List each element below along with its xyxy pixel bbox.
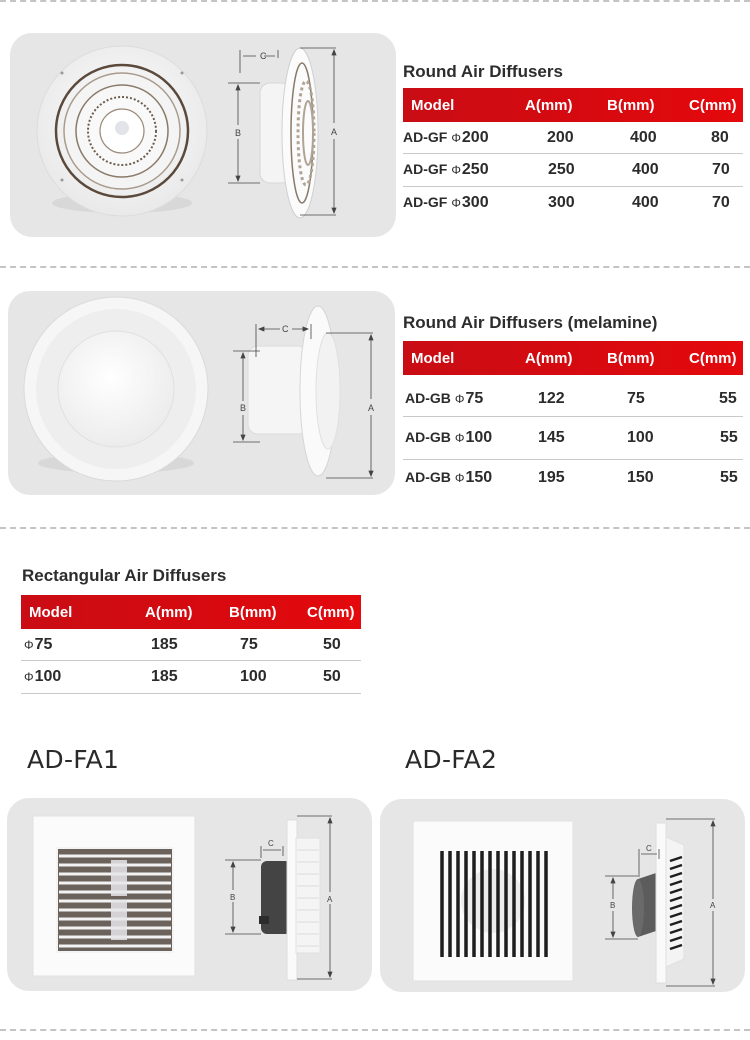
c-cell: 50 — [323, 635, 341, 653]
dim-label-b: B — [235, 128, 242, 138]
b-cell: 150 — [627, 469, 654, 486]
dim-label-a: A — [710, 901, 716, 910]
b-cell: 100 — [627, 429, 654, 446]
dim-label-a: A — [327, 895, 333, 904]
c-cell: 70 — [712, 194, 730, 211]
fa2-illustration — [380, 799, 745, 992]
table-row — [21, 629, 361, 661]
header-c: C(mm) — [689, 96, 737, 114]
dim-label-b: B — [230, 893, 236, 902]
dim-label-c: C — [282, 324, 289, 334]
header-c: C(mm) — [689, 349, 737, 367]
header-a: A(mm) — [525, 96, 573, 114]
b-cell: 75 — [627, 389, 645, 407]
divider-2 — [0, 527, 750, 529]
table-header — [21, 595, 361, 629]
a-cell: 185 — [151, 668, 178, 685]
dim-label-a: A — [368, 403, 375, 413]
model-cell: AD-GB Φ150 — [405, 469, 493, 486]
b-cell: 75 — [240, 635, 258, 653]
a-cell: 145 — [538, 429, 565, 446]
dim-label-c: C — [260, 51, 267, 61]
melamine-section-title: Round Air Diffusers (melamine) — [403, 313, 658, 332]
b-cell: 400 — [632, 161, 659, 178]
table-header — [403, 88, 743, 122]
model-cell: Φ100 — [24, 668, 62, 685]
a-cell: 185 — [151, 635, 178, 653]
round-section-title: Round Air Diffusers — [403, 62, 563, 81]
model-cell: AD-GF Φ300 — [403, 194, 489, 211]
melamine-spec-table — [403, 341, 743, 496]
a-cell: 122 — [538, 389, 565, 407]
fa2-photo — [380, 799, 745, 992]
model-cell: Φ75 — [24, 635, 53, 653]
c-cell: 50 — [323, 668, 341, 685]
a-cell: 195 — [538, 469, 565, 486]
header-a: A(mm) — [145, 603, 193, 621]
divider-top — [0, 0, 750, 2]
dim-label-a: A — [331, 127, 338, 137]
header-model: Model — [411, 349, 455, 367]
c-cell: 80 — [711, 128, 729, 146]
b-cell: 400 — [632, 194, 659, 211]
table-row — [403, 122, 743, 154]
fa1-photo — [7, 798, 372, 991]
a-cell: 200 — [547, 128, 574, 146]
table-row — [403, 460, 743, 496]
dim-label-b: B — [610, 901, 616, 910]
header-b: B(mm) — [229, 603, 277, 621]
round-diffuser-photo — [10, 33, 396, 237]
header-model: Model — [411, 96, 455, 114]
header-c: C(mm) — [307, 603, 355, 621]
melamine-diffuser-illustration — [8, 291, 395, 495]
a-cell: 250 — [548, 161, 575, 178]
fa1-illustration — [7, 798, 372, 991]
header-b: B(mm) — [607, 349, 655, 367]
dim-label-c: C — [646, 844, 652, 853]
model-cell: AD-GB Φ100 — [405, 429, 493, 446]
header-a: A(mm) — [525, 349, 573, 367]
model-cell: AD-GB Φ75 — [405, 389, 484, 407]
dim-label-b: B — [240, 403, 247, 413]
model-cell: AD-GF Φ250 — [403, 161, 489, 178]
round-diffuser-illustration — [10, 33, 396, 237]
divider-bottom — [0, 1029, 750, 1031]
dim-label-c: C — [268, 839, 274, 848]
melamine-diffuser-photo — [8, 291, 395, 495]
rectangular-section-title: Rectangular Air Diffusers — [22, 566, 227, 585]
b-cell: 400 — [630, 128, 657, 146]
fa2-title: AD-FA2 — [405, 745, 498, 774]
header-model: Model — [29, 603, 73, 621]
rectangular-spec-table — [21, 595, 361, 694]
table-row — [403, 417, 743, 460]
table-row — [21, 661, 361, 694]
table-row — [403, 187, 743, 219]
b-cell: 100 — [240, 668, 267, 685]
model-cell: AD-GF Φ200 — [403, 128, 489, 146]
table-header — [403, 341, 743, 375]
c-cell: 55 — [720, 429, 738, 446]
table-row — [403, 154, 743, 187]
round-spec-table — [403, 88, 743, 219]
header-b: B(mm) — [607, 96, 655, 114]
c-cell: 55 — [720, 469, 738, 486]
divider-1 — [0, 266, 750, 268]
c-cell: 70 — [712, 161, 730, 178]
table-row — [403, 375, 743, 417]
fa1-title: AD-FA1 — [27, 745, 120, 774]
c-cell: 55 — [719, 389, 737, 407]
a-cell: 300 — [548, 194, 575, 211]
